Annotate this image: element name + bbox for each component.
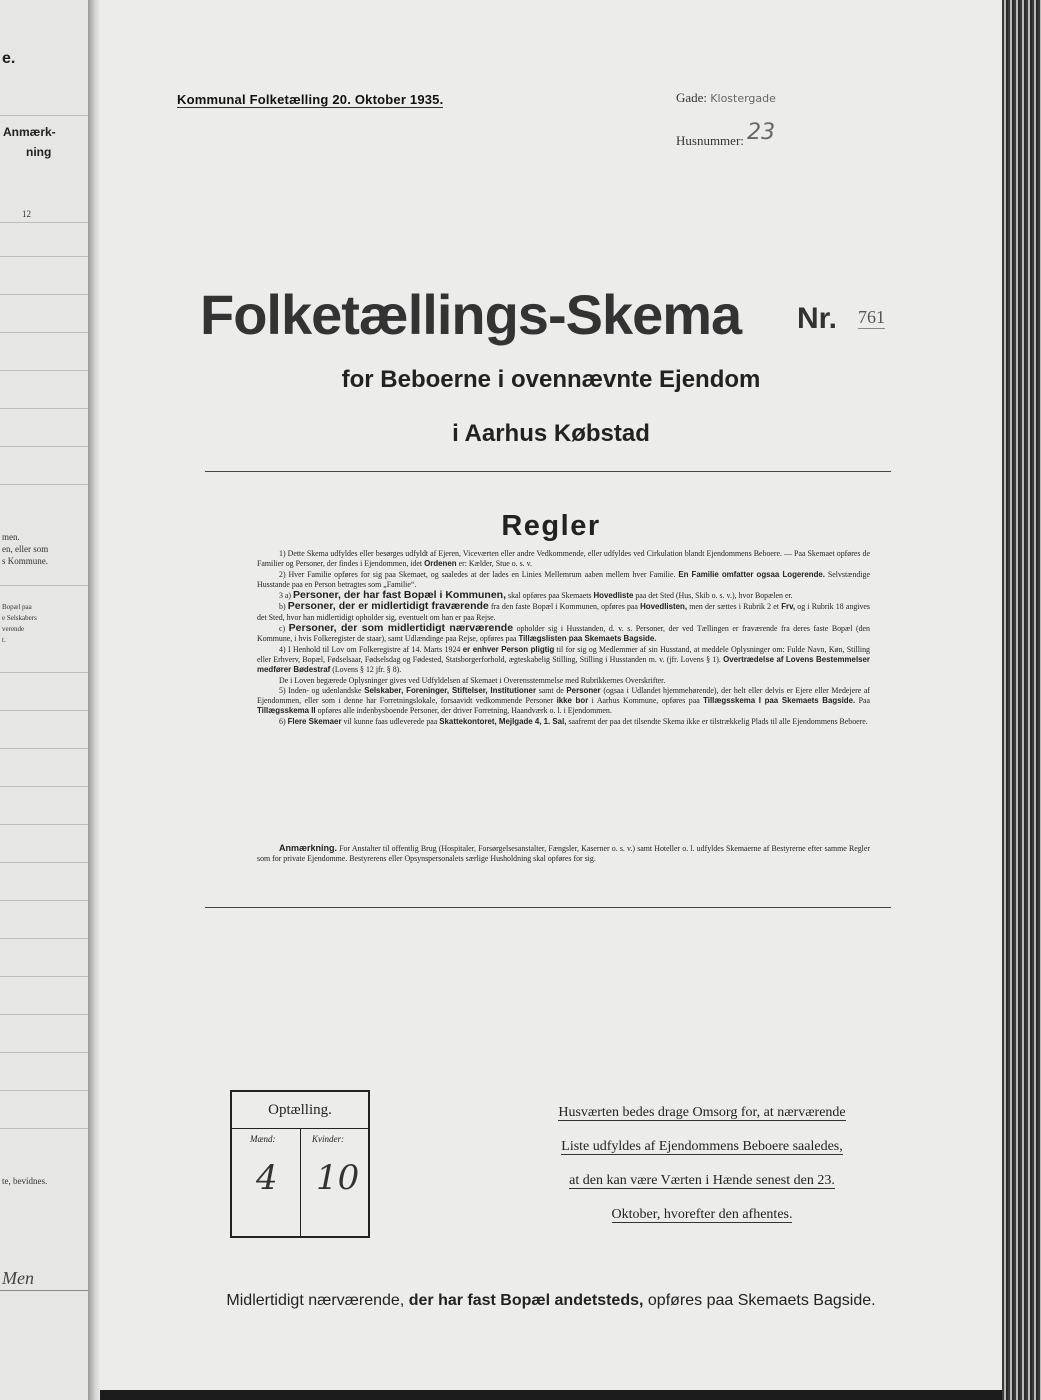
- rule: [0, 1290, 88, 1291]
- rule: [0, 256, 88, 257]
- men-count: 4: [256, 1158, 278, 1198]
- left-text-fragment: e Selskabers: [2, 614, 37, 622]
- men-label: Mænd:: [250, 1134, 276, 1144]
- rule-3c: c) Personer, der som midlertidigt nærværende opholder sig i Husstanden, d. v. s. Personer, der ved Tællingen er fraværende fra deres faste Bopæl (den Kommune, i hvis Folkeregister de staar), samt Udlændinge paa Rejse, opføres paa Tillægslisten paa Skemaets Bagside.: [257, 622, 870, 644]
- rule: [0, 585, 88, 586]
- rule: [0, 710, 88, 711]
- rule: [0, 408, 88, 409]
- rule-4-note: De i Loven begærede Oplysninger gives ved Udfyldelsen af Skemaet i Overensstemmelse med Rubrikkernes Overskrifter.: [279, 675, 666, 685]
- left-text-fragment: Bopæl paa: [2, 603, 32, 611]
- form-number-value: 761: [858, 307, 885, 327]
- left-column-number: 12: [22, 209, 31, 219]
- count-box-divider: [300, 1128, 301, 1236]
- rule: [0, 1128, 88, 1129]
- house-number-label: Husnummer:: [676, 133, 744, 148]
- left-text-fragment: s Kommune.: [2, 556, 48, 566]
- women-count: 10: [316, 1158, 360, 1198]
- rule-3a: 3 a) Personer, der har fast Bopæl i Kommunen, skal opføres paa Skemaets Hovedliste paa det Sted (Hus, Skib o. s. v.), hvor Bopælen er.: [279, 589, 793, 602]
- rule: [0, 824, 88, 825]
- rule-2: 2) Hver Familie opføres for sig paa Skemaet, og saaledes at der lades en Linies Mellemrum aaben mellem hver Familie. En Familie omfatter ogsaa Logerende. Selvstændige Husstande paa en Person betragtes som „Familie“.: [257, 569, 870, 589]
- rule: [0, 938, 88, 939]
- form-subtitle-1: for Beboerne i ovennævnte Ejendom: [341, 366, 761, 393]
- notice-line: Husværten bedes drage Omsorg for, at nærværende: [558, 1105, 846, 1120]
- rule: [0, 786, 88, 787]
- rule: [0, 1052, 88, 1053]
- rule: [0, 446, 88, 447]
- rules-text: [257, 549, 870, 727]
- rule: [0, 222, 88, 223]
- rule-6: 6) Flere Skemaer vil kunne faas udleverede paa Skattekontoret, Mejlgade 4, 1. Sal, saafremt der paa det tilsendte Skema ikke er tilstrækkelig Plads til alle Ejendommens Beboere.: [279, 716, 868, 726]
- left-page-fragment: [0, 0, 88, 1400]
- women-label: Kvinder:: [312, 1134, 344, 1144]
- remark-paragraph: [257, 843, 870, 865]
- left-text-fragment: en, eller som: [2, 544, 49, 554]
- rule: [0, 976, 88, 977]
- rule: [0, 294, 88, 295]
- rule-5: 5) Inden- og udenlandske Selskaber, Foreninger, Stiftelser, Institutioner samt de Personer (ogsaa i Udlandet hjemmehørende), der helt eller delvis er Ejere eller Medejere af Ejendommen, eller som i denne har Forretningslokale, forsaavidt vedkommende Personer ikke bor i Aarhus Kommune, opføres paa Tillægsskema I paa Skemaets Bagside. Paa Tillægsskema II opføres alle indenbysboende Personer, der driver Forretning, Haandværk o. l. i Ejendommen.: [257, 685, 871, 716]
- rules-heading: Regler: [501, 510, 601, 542]
- house-number-value: 23: [747, 120, 776, 145]
- street-label: Gade:: [676, 90, 708, 105]
- count-box-title: Optælling.: [268, 1102, 332, 1118]
- rule: [0, 748, 88, 749]
- notice-line: Liste udfyldes af Ejendommens Beboere saaledes,: [561, 1139, 843, 1154]
- left-text-fragment: t.: [2, 636, 6, 644]
- form-number-label: Nr.: [797, 302, 838, 335]
- left-anmaerk-label-2: ning: [26, 145, 52, 159]
- rule-4: 4) I Henhold til Lov om Folkeregistre af 14. Marts 1924 er enhver Person pligtig til for sig og Medlemmer af sin Husstand, at meddele Oplysninger om: Fulde Navn, Køn, Stilling eller Erhverv, Bopæl, Fødselsaar, Fødselsdag og Fødested, Statsborgerforhold, ægteskabelig Stilling, Stilling i Husstanden m. v. (jfr. Lovens § 1). Overtrædelse af Lovens Bestemmelser medfører Bødestraf (Lovens § 12 jfr. § 8).: [257, 644, 870, 675]
- count-box: [230, 1090, 370, 1238]
- rule: [0, 332, 88, 333]
- page-stack-edge: [1002, 0, 1041, 1400]
- rule: [0, 1014, 88, 1015]
- form-title: Folketællings-Skema: [200, 283, 742, 346]
- book-gutter: [88, 0, 100, 1400]
- rule: [0, 1090, 88, 1091]
- left-anmaerk-label-1: Anmærk-: [3, 125, 56, 139]
- rule: [0, 862, 88, 863]
- notice-line: Oktober, hvorefter den afhentes.: [611, 1207, 793, 1222]
- rule: [0, 672, 88, 673]
- divider: [205, 471, 891, 472]
- left-text-fragment: verende: [2, 625, 25, 633]
- census-header-line: Kommunal Folketælling 20. Oktober 1935.: [177, 92, 444, 107]
- left-signature-fragment: Men: [2, 1268, 34, 1288]
- census-form-page: [100, 0, 1002, 1390]
- footer-note: Midlertidigt nærværende, der har fast Bopæl andetsteds, opføres paa Skemaets Bagside.: [226, 1292, 876, 1309]
- rule-3b: b) Personer, der er midlertidigt fraværende fra den faste Bopæl i Kommunen, opføres paa Hovedlisten, men der sættes i Rubrik 2 et Frv, og i Rubrik 18 angives det Sted, hvor han midlertidigt opholder sig, eventuelt om han er paa Rejse.: [257, 600, 870, 622]
- street-field: [676, 90, 776, 106]
- house-number-field: [676, 120, 776, 151]
- left-text-fragment: men.: [2, 532, 20, 542]
- remark-text: For Anstalter til offentlig Brug (Hospitaler, Forsørgelsesanstalter, Fængsler, Kaserner o. s. v.) samt Hoteller o. l. udfyldes Skemaerne af Bestyrerne efter samme Regler som for private Ejendomme. Bestyrerens eller Opsynspersonalets særlige Husholdning skal opføres for sig.: [257, 844, 870, 864]
- form-subtitle-2: i Aarhus Købstad: [452, 420, 650, 447]
- rule: [0, 484, 88, 485]
- landlord-notice: [536, 1096, 868, 1232]
- rule: [0, 115, 88, 116]
- rule-1: 1) Dette Skema udfyldes eller besørges udfyldt af Ejeren, Viceværten eller andre Vedkommende, eller udfyldes ved Cirkulation blandt Ejendommens Beboere. — Paa Skemaet opføres de Familier og Personer, der findes i Ejendommen, idet Ordenen er: Kælder, Stue o. s. v.: [257, 549, 870, 569]
- remark-label: Anmærkning.: [279, 843, 338, 853]
- notice-line: at den kan være Værten i Hænde senest den 23.: [569, 1173, 835, 1188]
- left-top-letter: e.: [2, 50, 16, 67]
- divider: [205, 907, 891, 908]
- rule: [0, 900, 88, 901]
- left-text-fragment: te, bevidnes.: [2, 1176, 48, 1186]
- rule: [0, 370, 88, 371]
- street-value: Klostergade: [710, 92, 776, 105]
